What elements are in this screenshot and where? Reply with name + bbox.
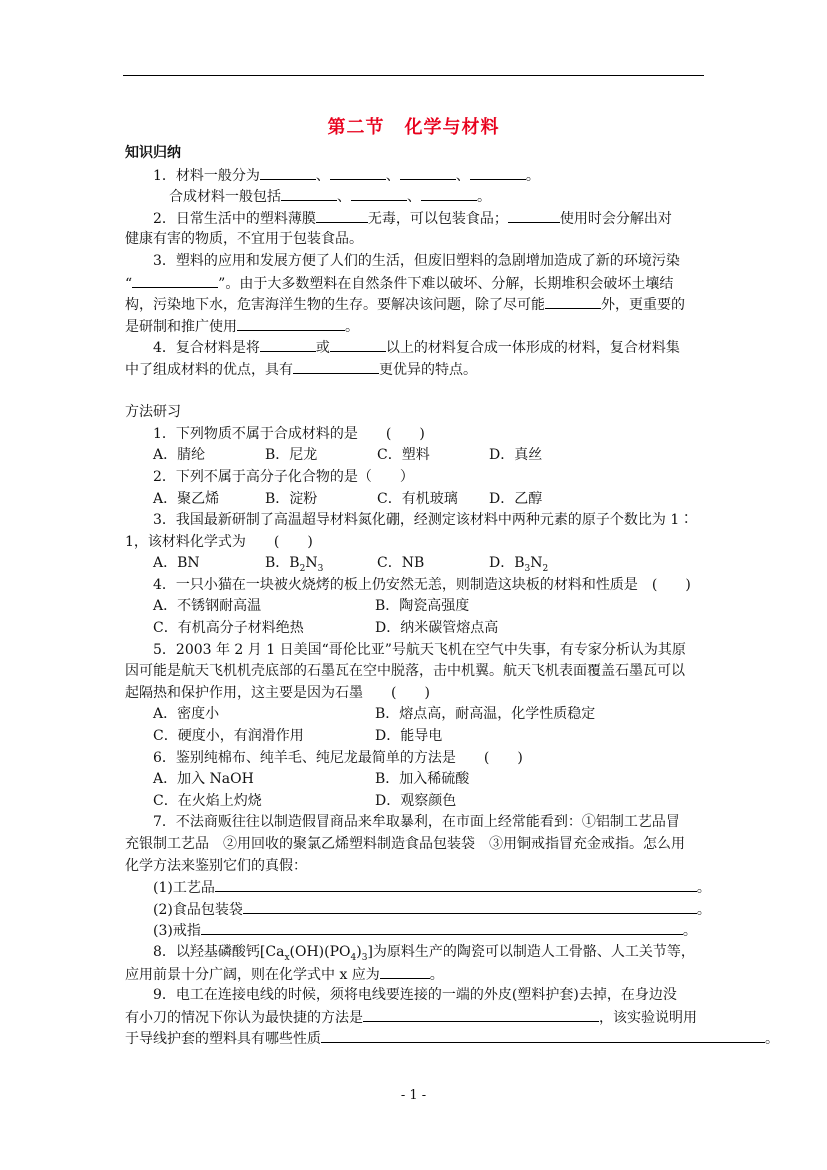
knowledge-q3-cont <box>125 273 710 295</box>
option-c[interactable]: C．硬度小，有润滑作用 <box>153 728 304 745</box>
sub-question: (2)食品包装袋 <box>153 901 243 918</box>
answer-blank[interactable] <box>260 337 316 352</box>
option-d[interactable]: D．观察颜色 <box>375 792 457 809</box>
methods-heading: 方法研习 <box>125 404 181 421</box>
option-d[interactable]: D．真丝 <box>489 447 543 464</box>
option-d[interactable] <box>489 553 601 575</box>
methods-q5-options-ab <box>125 704 710 726</box>
q-text: 以上的材料复合成一体形成的材料，复合材料集 <box>385 340 680 357</box>
q-text: 更优异的特点。 <box>379 361 477 378</box>
section-name: 化学与材料 <box>404 117 500 138</box>
q-text: 4．复合材料是将 <box>153 340 260 357</box>
answer-blank[interactable] <box>351 186 407 201</box>
answer-blank[interactable] <box>316 208 368 223</box>
q-text: ]为原料生产的陶瓷可以制造人工骨骼、人工关节等， <box>367 943 695 960</box>
option-c[interactable]: C．NB <box>377 555 425 572</box>
methods-q2: 2．下列不属于高分子化合物的是（ ） <box>153 468 414 485</box>
q-text: ) <box>356 943 362 960</box>
methods-q9: 9．电工在连接电线的时候，须将电线要连接的一端的外皮(塑料护套)去掉，在身边没 <box>153 987 677 1004</box>
q-text: 或 <box>315 340 330 357</box>
knowledge-heading: 知识归纳 <box>125 145 181 161</box>
quote-mark: “ <box>125 275 133 292</box>
methods-q4-options-cd <box>125 618 710 640</box>
methods-q7-sub2 <box>125 899 710 921</box>
sep: 、 <box>385 167 400 184</box>
answer-blank[interactable] <box>215 877 697 892</box>
methods-q6: 6．鉴别纯棉布、纯羊毛、纯尼龙最简单的方法是 ( ) <box>153 749 523 766</box>
methods-q7: 7．不法商贩往往以制造假冒商品来牟取暴利，在市面上经常能看到：①铝制工艺品冒 <box>153 814 680 831</box>
sep: 、 <box>455 167 470 184</box>
option-text: B．B <box>265 555 300 572</box>
option-b[interactable]: B．淀粉 <box>265 490 318 507</box>
answer-blank[interactable] <box>380 964 430 979</box>
answer-blank[interactable] <box>400 165 456 180</box>
option-a[interactable]: A．BN <box>153 555 200 572</box>
q-text: 构，污染地下水，危害海洋生物的生存。要解决该问题，除了尽可能 <box>125 297 545 314</box>
q-text: 是研制和推广使用 <box>125 318 237 335</box>
methods-q8-cont <box>125 964 710 986</box>
answer-blank[interactable] <box>421 186 477 201</box>
methods-q3: 3．我国最新研制了高温超导材料氮化硼，经测定该材料中两种元素的原子个数比为 1∶ <box>153 512 694 529</box>
methods-q5-options-cd <box>125 726 710 748</box>
sep: 。 <box>765 1031 779 1048</box>
page-number: - 1 - <box>400 1088 427 1103</box>
q-text: 外，更重要的 <box>601 297 685 314</box>
q-text: 应用前景十分广阔，则在化学式中 x 应为 <box>125 966 380 983</box>
sub-question: (1)工艺品 <box>153 880 215 897</box>
option-a[interactable]: A．加入 NaOH <box>153 771 254 788</box>
methods-q1-options <box>125 445 710 467</box>
sep: 。 <box>525 167 540 184</box>
option-d[interactable]: D．能导电 <box>375 728 443 745</box>
subscript: 4 <box>350 952 357 963</box>
option-c[interactable]: C．在火焰上灼烧 <box>153 792 262 809</box>
option-a[interactable]: A．不锈钢耐高温 <box>153 598 262 615</box>
knowledge-q3-cont2 <box>125 294 710 316</box>
knowledge-q2 <box>125 208 710 230</box>
methods-q6-options-ab <box>125 769 710 791</box>
sep: 。 <box>345 318 359 335</box>
knowledge-q2-cont: 健康有害的物质，不宜用于包装食品。 <box>125 231 363 248</box>
q-text: 无毒，可以包装食品； <box>367 210 508 227</box>
subscript: 2 <box>542 564 549 575</box>
subscript: 3 <box>361 952 368 963</box>
option-b[interactable] <box>265 553 377 575</box>
option-c[interactable]: C．有机玻璃 <box>377 490 458 507</box>
q-text: 2．日常生活中的塑料薄膜 <box>153 210 316 227</box>
answer-blank[interactable] <box>330 165 386 180</box>
sep: 。 <box>696 880 711 897</box>
answer-blank[interactable] <box>363 1007 599 1022</box>
option-a[interactable]: A．聚乙烯 <box>153 490 220 507</box>
methods-q8 <box>125 942 710 964</box>
methods-q1: 1．下列物质不属于合成材料的是 ( ) <box>153 425 425 442</box>
answer-blank[interactable] <box>321 1028 765 1043</box>
answer-blank[interactable] <box>470 165 526 180</box>
subscript: 3 <box>317 564 324 575</box>
knowledge-q1b <box>125 186 710 208</box>
sep: 、 <box>315 167 330 184</box>
knowledge-q4-cont <box>125 359 710 381</box>
answer-blank[interactable] <box>260 165 316 180</box>
knowledge-q1 <box>125 165 710 187</box>
section-title <box>0 113 827 139</box>
q-text: 于导线护套的塑料具有哪些性质 <box>125 1031 321 1048</box>
methods-q5-cont: 因可能是航天飞机机壳底部的石墨瓦在空中脱落，击中机翼。航天飞机表面覆盖石墨瓦可以 <box>125 663 685 680</box>
q-text: (OH)(PO <box>289 943 351 960</box>
answer-blank[interactable] <box>237 316 345 331</box>
option-c[interactable]: C．有机高分子材料绝热 <box>153 620 304 637</box>
sep: 。 <box>477 189 491 206</box>
answer-blank[interactable] <box>508 208 560 223</box>
methods-q3-options <box>125 553 710 575</box>
sub-question: (3)戒指 <box>153 923 201 940</box>
option-b[interactable]: B．陶瓷高强度 <box>375 598 470 615</box>
methods-q7-cont2: 化学方法来鉴别它们的真假： <box>125 857 307 874</box>
sep: 。 <box>696 901 711 918</box>
answer-blank[interactable] <box>281 186 337 201</box>
option-a[interactable]: A．腈纶 <box>153 447 206 464</box>
knowledge-q3: 3．塑料的应用和发展方便了人们的生活，但废旧塑料的急剧增加造成了新的环境污染 <box>153 252 680 269</box>
answer-blank[interactable] <box>293 359 379 374</box>
header-rule <box>123 75 704 76</box>
methods-q7-cont: 充银制工艺品 ②用回收的聚氯乙烯塑料制造食品包装袋 ③用铜戒指冒充金戒指。怎么用 <box>125 836 685 852</box>
methods-q4-options-ab <box>125 596 710 618</box>
methods-q9-cont <box>125 1007 710 1029</box>
option-b[interactable]: B．尼龙 <box>265 447 318 464</box>
document-body <box>125 143 779 1050</box>
methods-q5-cont2: 起隔热和保护作用，这主要是因为石墨 ( ) <box>125 684 430 701</box>
q-text: 8．以羟基磷酸钙[Ca <box>153 943 285 960</box>
methods-q3-cont: 1，该材料化学式为 ( ) <box>125 533 313 550</box>
methods-q7-sub1 <box>125 877 710 899</box>
option-d[interactable]: D．纳米碳管熔点高 <box>375 620 499 637</box>
sep: 。 <box>429 966 444 983</box>
option-text: D．B <box>489 555 525 572</box>
answer-blank[interactable] <box>243 899 697 914</box>
methods-q4: 4．一只小猫在一块被火烧烤的板上仍安然无恙，则制造这块板的材料和性质是 ( ) <box>153 576 691 593</box>
option-a[interactable]: A．密度小 <box>153 706 220 723</box>
q-text: 有小刀的情况下你认为最快捷的方法是 <box>125 1009 363 1026</box>
option-d[interactable]: D．乙醇 <box>489 490 543 507</box>
methods-q6-options-cd <box>125 791 710 813</box>
option-text: N <box>305 555 318 572</box>
q-text: 中了组成材料的优点，具有 <box>125 361 293 378</box>
methods-q7-sub3 <box>125 920 710 942</box>
methods-q2-options <box>125 489 710 511</box>
answer-blank[interactable] <box>545 294 601 309</box>
q-text: ”。由于大多数塑料在自然条件下难以破坏、分解，长期堆积会破坏土壤结 <box>218 275 674 292</box>
q-text: 合成材料一般包括 <box>169 189 281 206</box>
knowledge-q3-cont3 <box>125 316 710 338</box>
subscript: 3 <box>524 564 531 575</box>
subscript: 2 <box>299 564 306 575</box>
knowledge-q4 <box>125 337 710 359</box>
answer-blank[interactable] <box>132 273 218 288</box>
sep: 。 <box>682 923 697 940</box>
option-text: N <box>530 555 543 572</box>
sep: 、 <box>337 189 351 206</box>
methods-q9-cont2 <box>125 1028 779 1050</box>
option-c[interactable]: C．塑料 <box>377 447 430 464</box>
answer-blank[interactable] <box>330 337 386 352</box>
answer-blank[interactable] <box>201 920 683 935</box>
option-b[interactable]: B．加入稀硫酸 <box>375 771 470 788</box>
section-number: 第二节 <box>327 117 385 138</box>
methods-q5: 5．2003 年 2 月 1 日美国“哥伦比亚”号航天飞机在空气中失事，有专家分析认为其原 <box>153 641 686 658</box>
q-text: 1．材料一般分为 <box>153 167 260 184</box>
q-text: 使用时会分解出对 <box>559 210 672 227</box>
subscript: x <box>284 952 290 963</box>
q-text: ，该实验说明用 <box>599 1009 697 1026</box>
sep: 、 <box>407 189 421 206</box>
option-b[interactable]: B．熔点高，耐高温，化学性质稳定 <box>375 706 596 723</box>
